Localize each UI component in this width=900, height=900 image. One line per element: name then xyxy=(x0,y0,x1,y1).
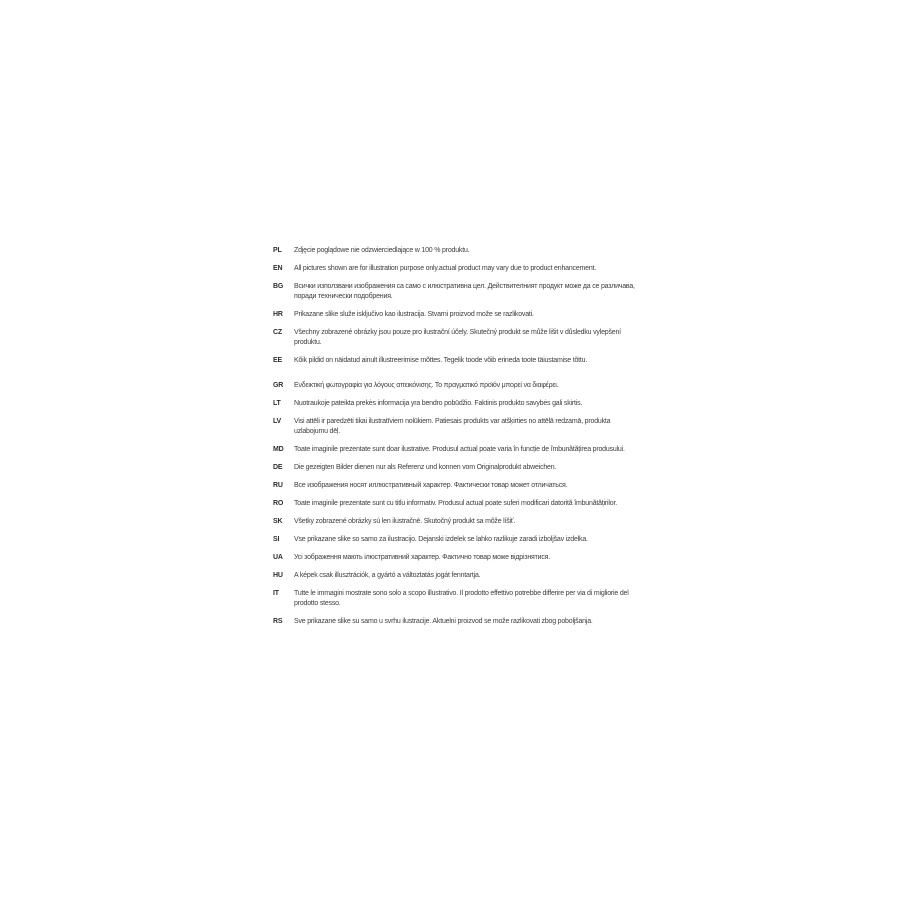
disclaimer-list xyxy=(273,246,635,635)
language-entry xyxy=(273,381,635,391)
disclaimer-text: A képek csak illusztrációk, a gyártó a változtatás jogát fenntartja. xyxy=(294,572,481,579)
language-entry xyxy=(273,589,635,609)
disclaimer-text: Nuotraukoje pateikta prekės informacija yra bendro pobūdžio. Faktinis produkto savybės gali skirtis. xyxy=(294,400,583,407)
language-code: GR xyxy=(273,382,284,389)
language-code: RU xyxy=(273,482,283,489)
language-entry xyxy=(273,463,635,473)
disclaimer-text: Všetky zobrazené obrázky sú len ilustračné. Skutočný produkt sa môže líšiť. xyxy=(294,518,516,525)
language-entry xyxy=(273,553,635,563)
language-entry xyxy=(273,356,635,366)
language-code: EN xyxy=(273,265,283,272)
language-code: IT xyxy=(273,590,279,597)
disclaimer-text: All pictures shown are for illustration purpose only.actual product may vary due to product enhancement. xyxy=(294,265,597,272)
disclaimer-text: Toate imaginile prezentate sunt cu titlu informativ. Produsul actual poate suferi modificari datorită îmbunătățirilor. xyxy=(294,500,617,507)
language-entry xyxy=(273,246,635,256)
language-entry xyxy=(273,571,635,581)
language-code: HR xyxy=(273,311,283,318)
disclaimer-text: Všechny zobrazené obrázky jsou pouze pro ilustrační účely. Skutečný produkt se může lišit v důsledku vylepšení produktu. xyxy=(294,329,621,346)
disclaimer-text: Все изображения носят иллюстративный характер. Фактически товар может отличаться. xyxy=(294,482,568,489)
disclaimer-text: Zdjęcie poglądowe nie odzwierciedlające w 100 % produktu. xyxy=(294,247,470,254)
language-entry xyxy=(273,310,635,320)
language-entry xyxy=(273,264,635,274)
disclaimer-text: Всички използвани изображения са само с илюстративна цел. Действителният продукт може да се различава, поради технически подобрения. xyxy=(294,283,635,300)
language-code: DE xyxy=(273,464,283,471)
language-entry xyxy=(273,617,635,627)
language-code: SI xyxy=(273,536,280,543)
language-code: RS xyxy=(273,618,283,625)
language-code: RO xyxy=(273,500,284,507)
language-entry xyxy=(273,417,635,437)
language-entry xyxy=(273,328,635,348)
disclaimer-text: Die gezeigten Bilder dienen nur als Referenz und konnen vom Originalprodukt abweichen. xyxy=(294,464,557,471)
disclaimer-text: Visi attēli ir paredzēti tikai ilustratīviem nolūkiem. Patiesais produkts var atšķirties no attēlā redzamā, produkta uzlabojumu dēļ. xyxy=(294,418,611,435)
language-code: PL xyxy=(273,247,282,254)
disclaimer-text: Kõik pildid on näidatud ainult illustreerimise mõttes. Tegelik toode võib erineda toote täiustamise tõttu. xyxy=(294,357,588,364)
language-code: BG xyxy=(273,283,284,290)
language-code: UA xyxy=(273,554,283,561)
language-entry xyxy=(273,445,635,455)
disclaimer-text: Prikazane slike služe isključivo kao ilustracija. Stvarni proizvod može se razlikovati. xyxy=(294,311,534,318)
language-code: EE xyxy=(273,357,282,364)
language-entry xyxy=(273,399,635,409)
language-entry xyxy=(273,499,635,509)
disclaimer-text: Toate imaginile prezentate sunt doar ilustrative. Produsul actual poate varia în funcție de îmbunătățirea produsului. xyxy=(294,446,625,453)
language-entry xyxy=(273,535,635,545)
language-code: LV xyxy=(273,418,282,425)
language-code: LT xyxy=(273,400,281,407)
disclaimer-text: Sve prikazane slike su samo u svrhu ilustracije. Aktuelni proizvod se može razlikovati zbog poboljšanja. xyxy=(294,618,593,625)
language-entry xyxy=(273,517,635,527)
language-entry xyxy=(273,282,635,302)
language-code: SK xyxy=(273,518,283,525)
language-entry xyxy=(273,481,635,491)
language-code: HU xyxy=(273,572,283,579)
disclaimer-text: Tutte le immagini mostrate sono solo a scopo illustrativo. Il prodotto effettivo potrebbe differire per via di migliorie del prodotto stesso. xyxy=(294,590,629,607)
language-code: MD xyxy=(273,446,284,453)
disclaimer-text: Vse prikazane slike so samo za ilustracijo. Dejanski izdelek se lahko razlikuje zaradi izboljšav izdelka. xyxy=(294,536,588,543)
language-code: CZ xyxy=(273,329,282,336)
disclaimer-text: Усі зображення мають ілюстративний характер. Фактично товар може відрізнятися. xyxy=(294,554,550,561)
disclaimer-text: Ενδεικτική φωτογραφία για λόγους απεικόνισης. Το πραγματικό προϊόν μπορεί να διαφέρει. xyxy=(294,382,559,389)
